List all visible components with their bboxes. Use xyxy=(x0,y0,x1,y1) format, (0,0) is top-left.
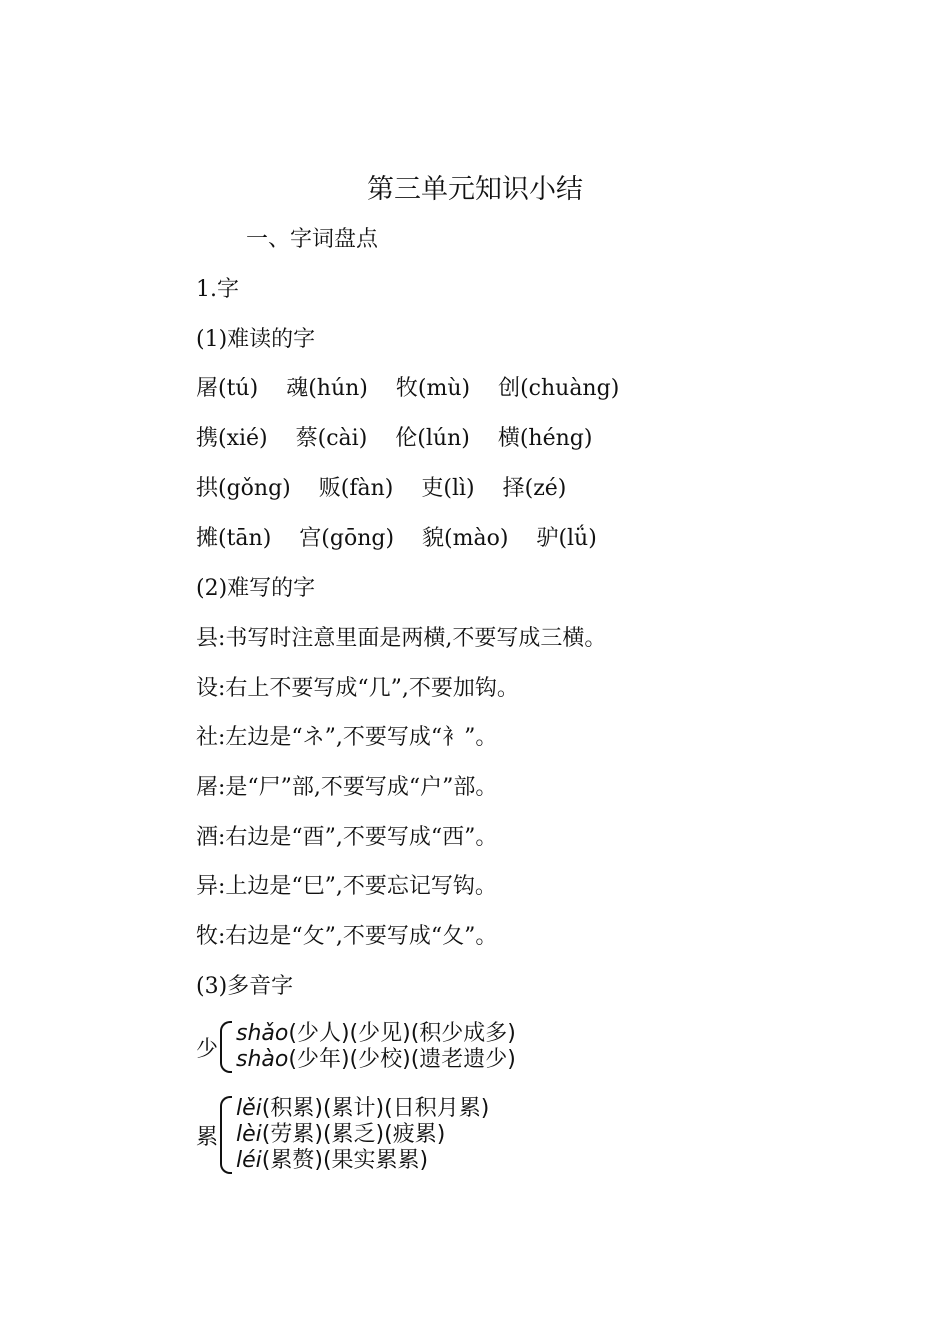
char-entry: 横(héng) xyxy=(497,426,593,451)
hard-write-heading: (2)难写的字 xyxy=(196,576,316,601)
polyphone-reading xyxy=(236,1148,489,1174)
pinyin: shǎo xyxy=(236,1021,289,1046)
writing-note: 牧:右边是“攵”,不要写成“夂”。 xyxy=(196,924,498,949)
page-title: 第三单元知识小结 xyxy=(367,174,583,205)
writing-note: 酒:右边是“酉”,不要写成“西”。 xyxy=(196,825,498,850)
polyphone-reading xyxy=(236,1021,516,1047)
polyphone-reading xyxy=(236,1122,489,1148)
char-entry: 蔡(cài) xyxy=(295,426,368,451)
char-entry: 屠(tú) xyxy=(196,376,259,401)
char-entry: 携(xié) xyxy=(196,426,268,451)
char-entry: 伦(lún) xyxy=(395,426,470,451)
char-entry: 择(zé) xyxy=(502,476,567,501)
brace-icon xyxy=(220,1021,232,1073)
char-entry: 拱(gǒng) xyxy=(196,476,291,501)
polyphone-char: 累 xyxy=(196,1124,219,1150)
example-words: (积累)(累计)(日积月累) xyxy=(261,1096,490,1121)
polyphone-char: 少 xyxy=(196,1036,219,1062)
writing-note: 县:书写时注意里面是两横,不要写成三横。 xyxy=(196,626,607,651)
char-row xyxy=(196,372,619,406)
writing-note: 屠:是“尸”部,不要写成“户”部。 xyxy=(196,775,498,800)
polyphone-group xyxy=(196,1021,516,1073)
polyphone-heading: (3)多音字 xyxy=(196,974,294,999)
char-row xyxy=(196,522,597,556)
subsection-heading: 1.字 xyxy=(196,277,239,302)
polyphone-group xyxy=(196,1096,489,1174)
example-words: (少年)(少校)(遗老遗少) xyxy=(288,1047,516,1072)
char-entry: 宫(gōng) xyxy=(299,526,395,551)
char-row xyxy=(196,472,566,506)
polyphone-reading xyxy=(236,1096,489,1122)
pinyin: léi xyxy=(236,1148,262,1173)
section-heading: 一、字词盘点 xyxy=(246,227,379,252)
writing-note: 社:左边是“ネ”,不要写成“衤”。 xyxy=(196,725,498,750)
char-entry: 吏(lì) xyxy=(421,476,475,501)
example-words: (劳累)(累乏)(疲累) xyxy=(261,1122,446,1147)
char-entry: 创(chuàng) xyxy=(498,376,620,401)
example-words: (累赘)(果实累累) xyxy=(261,1148,429,1173)
hard-read-heading: (1)难读的字 xyxy=(196,327,316,352)
polyphone-reading xyxy=(236,1047,516,1073)
char-entry: 摊(tān) xyxy=(196,526,272,551)
pinyin: lèi xyxy=(236,1122,262,1147)
writing-note: 设:右上不要写成“几”,不要加钩。 xyxy=(196,676,519,701)
pinyin: lěi xyxy=(236,1096,262,1121)
pinyin: shào xyxy=(236,1047,289,1072)
brace-icon xyxy=(220,1096,232,1174)
char-entry: 牧(mù) xyxy=(395,376,471,401)
char-entry: 貌(mào) xyxy=(422,526,509,551)
char-entry: 魂(hún) xyxy=(286,376,368,401)
example-words: (少人)(少见)(积少成多) xyxy=(288,1021,516,1046)
writing-note: 异:上边是“巳”,不要忘记写钩。 xyxy=(196,874,497,899)
char-entry: 驴(lǘ) xyxy=(536,526,597,551)
char-row xyxy=(196,422,592,456)
char-entry: 贩(fàn) xyxy=(318,476,394,501)
